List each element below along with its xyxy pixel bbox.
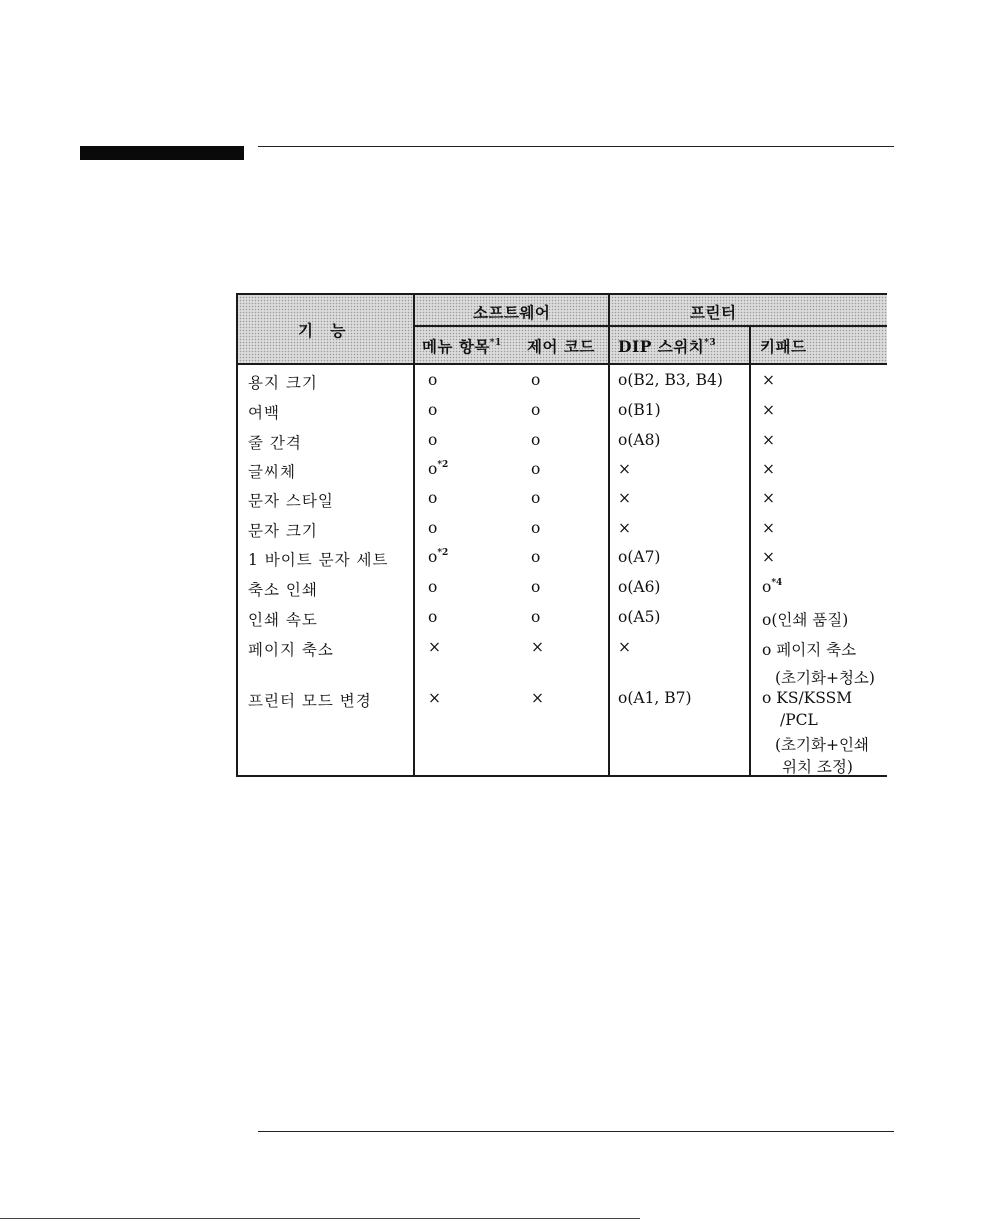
keypad-value: × [762, 460, 775, 478]
menu-value: o [428, 460, 438, 478]
keypad-value: o [762, 578, 772, 596]
header-keypad: 키패드 [760, 337, 807, 356]
keypad-value: o 페이지 축소 [762, 641, 857, 659]
header-software: 소프트웨어 [473, 303, 551, 322]
table-row [236, 578, 887, 608]
dip-cell: × [618, 638, 631, 656]
table-top-border [236, 293, 887, 295]
control-cell: o [531, 489, 541, 507]
keypad-cell [762, 401, 775, 419]
keypad-value: o(인쇄 품질) [762, 611, 849, 629]
section-marker-bar [80, 146, 244, 160]
keypad-value: × [762, 548, 775, 566]
keypad-cell [762, 489, 775, 507]
keypad-mode-line-1: o KS/KSSM [762, 689, 853, 707]
control-cell: × [531, 638, 544, 656]
keypad-value: × [762, 401, 775, 419]
control-cell: o [531, 371, 541, 389]
header-control-code: 제어 코드 [527, 337, 595, 356]
function-cell: 인쇄 속도 [248, 611, 318, 629]
table-row [236, 608, 887, 638]
menu-value: o [428, 608, 438, 626]
menu-value: × [428, 638, 441, 656]
dip-cell: × [618, 519, 631, 537]
control-cell: o [531, 460, 541, 478]
dip-cell: o(A1, B7) [618, 689, 692, 707]
control-cell: o [531, 519, 541, 537]
table-row [236, 548, 887, 578]
dip-cell: o(B2, B3, B4) [618, 371, 723, 389]
menu-value: o [428, 519, 438, 537]
keypad-cell [762, 548, 775, 566]
dip-cell: o(A7) [618, 548, 661, 566]
table-row [236, 460, 887, 490]
keypad-value: × [762, 431, 775, 449]
function-cell: 용지 크기 [248, 374, 318, 392]
footnote-ref: *4 [771, 577, 783, 588]
control-cell: o [531, 401, 541, 419]
dip-cell: o(A5) [618, 608, 661, 626]
menu-cell [428, 578, 437, 596]
control-cell: o [531, 431, 541, 449]
keypad-cell [762, 638, 856, 660]
header-menu-item [422, 335, 502, 357]
menu-cell [428, 548, 448, 566]
function-cell: 여백 [248, 404, 280, 422]
menu-value: o [428, 401, 438, 419]
control-cell: o [531, 548, 541, 566]
menu-cell [428, 371, 437, 389]
keypad-value: × [762, 489, 775, 507]
footnote-ref: *2 [437, 547, 449, 558]
footer-line [0, 1218, 640, 1219]
keypad-value: × [762, 519, 775, 537]
function-cell: 프린터 모드 변경 [248, 692, 372, 710]
table-row [236, 489, 887, 519]
control-cell: o [531, 608, 541, 626]
keypad-cell [762, 460, 775, 478]
footnote-ref: *1 [489, 337, 502, 348]
menu-cell [428, 638, 441, 656]
function-cell: 문자 크기 [248, 522, 318, 540]
footnote-ref: *3 [704, 337, 717, 348]
dip-cell: × [618, 460, 631, 478]
header-dip-label: DIP 스위치 [618, 337, 705, 356]
table-row [236, 638, 887, 668]
header-dip-switch [618, 335, 716, 357]
function-cell: 글씨체 [248, 463, 296, 481]
table-row [236, 519, 887, 549]
menu-cell [428, 460, 448, 478]
menu-cell [428, 431, 437, 449]
keypad-value: × [762, 371, 775, 389]
bottom-rule [258, 1131, 894, 1132]
menu-cell [428, 608, 437, 626]
top-rule [258, 146, 894, 147]
keypad-cell [762, 519, 775, 537]
control-cell: o [531, 578, 541, 596]
menu-cell [428, 489, 437, 507]
dip-cell: o(A8) [618, 431, 661, 449]
function-cell: 1 바이트 문자 세트 [248, 551, 389, 569]
menu-cell [428, 519, 437, 537]
menu-value: o [428, 548, 438, 566]
menu-value: o [428, 489, 438, 507]
keypad-cell [762, 431, 775, 449]
function-table [236, 293, 887, 777]
control-cell: × [531, 689, 544, 707]
function-cell: 줄 간격 [248, 434, 302, 452]
dip-cell: o(B1) [618, 401, 661, 419]
menu-cell: × [428, 689, 441, 707]
page-reduce-extra: (초기화+청소) [775, 669, 875, 687]
dip-cell: o(A6) [618, 578, 661, 596]
keypad-cell [762, 578, 782, 596]
function-cell: 문자 스타일 [248, 492, 334, 510]
keypad-mode-line-4: 위치 조정) [782, 758, 853, 776]
keypad-mode-line-2: /PCL [780, 711, 818, 729]
keypad-cell [762, 371, 775, 389]
header-bottom-border [236, 363, 887, 365]
menu-value: o [428, 371, 438, 389]
header-sub-divider [413, 325, 887, 327]
keypad-cell [762, 608, 848, 630]
function-cell: 페이지 축소 [248, 641, 334, 659]
dip-cell: × [618, 489, 631, 507]
footnote-ref: *2 [437, 459, 449, 470]
menu-value: o [428, 431, 438, 449]
header-function: 기 능 [298, 321, 352, 340]
header-printer: 프린터 [690, 303, 737, 322]
table-row [236, 431, 887, 461]
header-menu-label: 메뉴 항목 [422, 337, 490, 356]
table-row [236, 371, 887, 401]
menu-value: o [428, 578, 438, 596]
keypad-mode-line-3: (초기화+인쇄 [775, 736, 869, 754]
menu-cell [428, 401, 437, 419]
function-cell: 축소 인쇄 [248, 581, 318, 599]
table-row [236, 401, 887, 431]
